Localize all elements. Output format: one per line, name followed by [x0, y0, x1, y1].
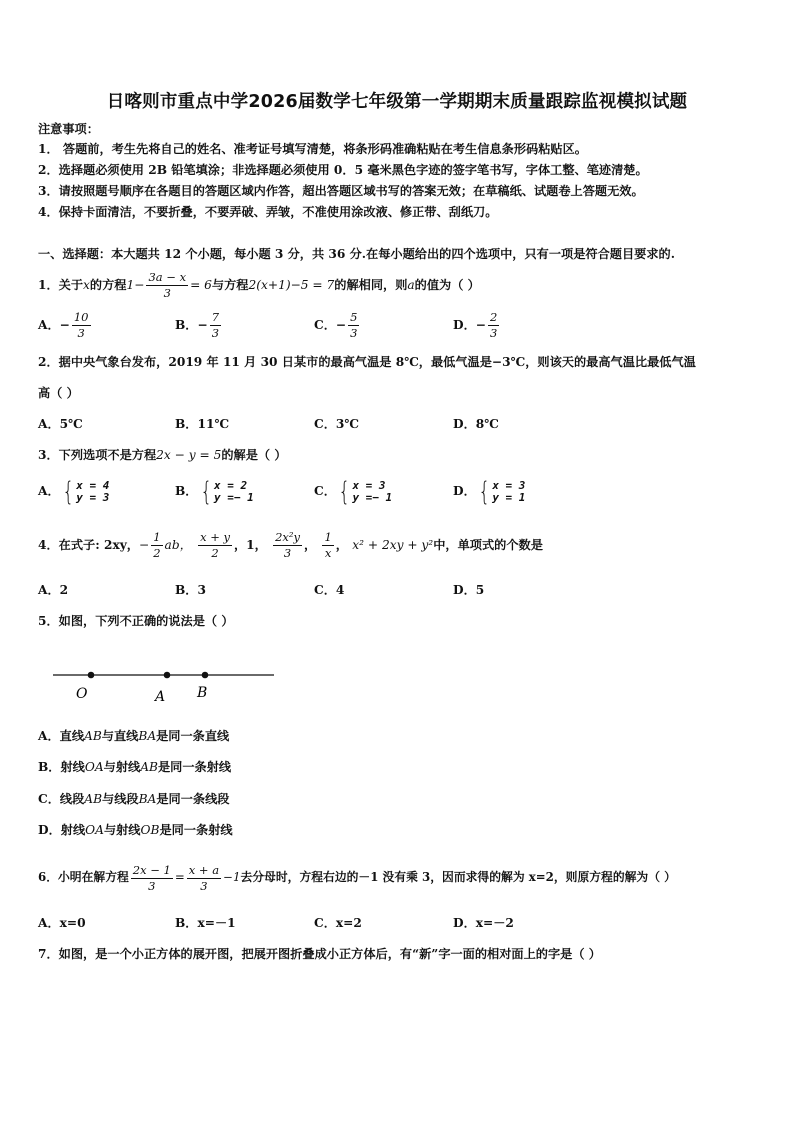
- option-math: AB: [84, 729, 102, 743]
- question-4: [38, 528, 543, 562]
- fraction-denominator: 3: [211, 326, 220, 340]
- fraction-numerator: 1: [324, 530, 332, 544]
- q4-text: 中，单项式的个数是: [433, 538, 543, 552]
- option-label: A．−: [38, 318, 70, 332]
- page-title: 日喀则市重点中学2026届数学七年级第一学期期末质量跟踪监视模拟试题: [106, 92, 688, 112]
- q6-text: 去分母时，方程右边的－1 没有乘 3，因而求得的解为 x=2，则原方程的解为（ ）: [240, 870, 676, 884]
- q1-text: 的解相同，则: [334, 278, 408, 292]
- option-fraction: [72, 310, 91, 341]
- q1-math: = 6: [190, 278, 212, 292]
- brace-icon: {: [199, 476, 212, 507]
- q4-fraction: [151, 530, 162, 561]
- system-row: y = 1: [492, 490, 526, 504]
- fraction-denominator: 2: [153, 546, 161, 560]
- point-o: [88, 672, 95, 679]
- option-math: OA: [85, 823, 104, 837]
- option-fraction: [348, 310, 359, 341]
- section-heading: 一、选择题：本大题共 12 个小题，每小题 3 分，共 36 分.在每小题给出的四个选项中，只有一项是符合题目要求的.: [38, 247, 675, 261]
- system-row: y =− 1: [214, 490, 254, 504]
- fraction-denominator: 2: [211, 546, 219, 560]
- question-7: 7．如图，是一个小正方体的展开图，把展开图折叠成小正方体后，有“新”字一面的相对面上的字是（ ）: [38, 947, 601, 961]
- q4-fraction: [273, 530, 302, 561]
- fraction-numerator: 1: [153, 530, 161, 544]
- brace-icon: {: [338, 476, 350, 507]
- q6-option-a: A．x=0: [38, 916, 86, 930]
- fraction-denominator: 3: [77, 326, 85, 340]
- notice-item: 1． 答题前，考生先将自己的姓名、准考证号填写清楚，将条形码准确粘贴在考生信息条形码粘贴区。: [38, 142, 587, 156]
- system-row: y =− 1: [352, 490, 393, 504]
- option-label: D．−: [453, 318, 486, 332]
- system-row: y = 3: [76, 490, 110, 504]
- option-text: 与射线: [103, 823, 141, 837]
- option-text: 与直线: [101, 729, 139, 743]
- q5-option-b: [38, 758, 231, 776]
- q6-option-b: B．x=－1: [175, 916, 236, 930]
- fraction-numerator: 2: [489, 310, 498, 324]
- notice-item: 4．保持卡面清洁，不要折叠，不要弄破、弄皱，不准使用涂改液、修正带、刮纸刀。: [38, 205, 498, 219]
- system-row: x = 2: [214, 478, 248, 492]
- option-text: D．射线: [38, 823, 86, 837]
- option-text: 与线段: [102, 792, 139, 806]
- fraction-denominator: 3: [148, 878, 156, 893]
- point-b: [202, 672, 209, 679]
- q3-text: 3．下列选项不是方程: [38, 448, 157, 462]
- q4-option-b: B．3: [175, 583, 206, 597]
- equation-system: [476, 476, 526, 507]
- label-b: B: [197, 685, 208, 701]
- question-5: 5．如图，下列不正确的说法是（ ）: [38, 614, 234, 628]
- option-label: C．−: [314, 318, 347, 332]
- fraction-numerator: 2x − 1: [132, 862, 171, 877]
- q6-option-d: D．x=－2: [453, 916, 514, 930]
- q2-option-d: D．8℃: [453, 417, 499, 431]
- q6-math: =: [174, 870, 185, 884]
- q6-fraction: [131, 863, 173, 894]
- system-row: x = 3: [352, 478, 386, 492]
- option-label: C．: [314, 484, 336, 498]
- notice-item: 2．选择题必须使用 2B 铅笔填涂；非选择题必须使用 0．5 毫米黑色字迹的签字笔书写，字体工整、笔迹清楚。: [38, 163, 648, 177]
- q2-option-c: C．3℃: [314, 417, 359, 431]
- q3-option-d: [453, 477, 525, 505]
- fraction-numerator: 10: [73, 310, 89, 324]
- option-text: B．射线: [38, 760, 85, 774]
- option-text: 是同一条线段: [156, 792, 230, 806]
- q1-option-a: [38, 310, 93, 341]
- option-math: BA: [138, 729, 157, 743]
- option-label: A．: [38, 484, 60, 498]
- fraction-numerator: 7: [211, 310, 220, 324]
- system-row: x = 3: [492, 478, 526, 492]
- system-row: x = 4: [76, 478, 110, 492]
- question-1: [38, 270, 480, 301]
- q1-math: 2(x+1)−5 = 7: [248, 278, 335, 292]
- brace-icon: {: [478, 476, 490, 507]
- question-2: 2．据中央气象台发布，2019 年 11 月 30 日某市的最高气温是 8℃，最低气温是−3℃，则该天的最高气温比最低气温: [38, 355, 696, 369]
- question-3: [38, 446, 287, 464]
- notice-heading: 注意事项：: [38, 122, 99, 136]
- q1-text: 与方程: [211, 278, 249, 292]
- option-fraction: [488, 310, 499, 341]
- option-text: 与射线: [103, 760, 141, 774]
- q5-option-d: [38, 821, 233, 839]
- fraction-denominator: x: [324, 546, 332, 560]
- q4-option-a: A．2: [38, 583, 69, 597]
- q4-math: −: [139, 538, 150, 552]
- q5-option-c: [38, 790, 229, 808]
- option-math: BA: [138, 792, 157, 806]
- q4-text: ，: [304, 538, 317, 552]
- option-text: 是同一条直线: [156, 729, 230, 743]
- fraction-denominator: 3: [350, 326, 358, 340]
- fraction-denominator: 3: [489, 326, 498, 340]
- q1-var: x: [83, 278, 90, 292]
- fraction-numerator: x + y: [200, 530, 230, 544]
- fraction-numerator: 2x²y: [275, 530, 301, 544]
- option-label: B．: [175, 484, 198, 498]
- fraction-denominator: 3: [163, 286, 171, 300]
- fraction-denominator: 3: [200, 878, 208, 893]
- q2-option-a: A．5℃: [38, 417, 83, 431]
- option-text: 是同一条射线: [159, 823, 233, 837]
- q4-math: x² + 2xy + y²: [352, 538, 434, 552]
- q4-fraction: [322, 530, 333, 561]
- point-a: [164, 672, 171, 679]
- q1-text: 1．关于: [38, 278, 84, 292]
- equation-system: [60, 476, 110, 507]
- q3-option-a: [38, 477, 109, 505]
- q1-fraction: [146, 270, 188, 301]
- equation-system: [198, 476, 254, 507]
- q5-option-a: [38, 727, 229, 745]
- q4-option-d: D．5: [453, 583, 485, 597]
- q3-math: 2x − y = 5: [156, 448, 222, 462]
- fraction-numerator: x + a: [188, 862, 220, 877]
- option-fraction: [210, 310, 221, 341]
- option-text: 是同一条射线: [158, 760, 232, 774]
- label-a: A: [155, 689, 166, 705]
- q2-option-b: B．11℃: [175, 417, 230, 431]
- q4-text: ，: [335, 538, 348, 552]
- q3-option-c: [314, 477, 392, 505]
- q3-text: 的解是（ ）: [221, 448, 287, 462]
- q4-math: ab，: [164, 538, 192, 552]
- option-math: AB: [84, 792, 103, 806]
- option-math: AB: [140, 760, 158, 774]
- brace-icon: {: [62, 476, 74, 507]
- equation-system: [336, 476, 393, 507]
- fraction-numerator: 3a − x: [148, 270, 187, 284]
- q4-fraction: [198, 530, 232, 561]
- notice-item: 3．请按照题号顺序在各题目的答题区域内作答，超出答题区域书写的答案无效；在草稿纸、试题卷上答题无效。: [38, 184, 644, 198]
- q1-option-d: [453, 310, 501, 341]
- q3-option-b: [175, 477, 254, 505]
- q6-text: 6．小明在解方程: [38, 870, 129, 884]
- q6-math: −1: [223, 870, 241, 884]
- option-label: B．−: [175, 318, 208, 332]
- q1-math: 1−: [126, 278, 145, 292]
- fraction-denominator: 3: [283, 546, 292, 560]
- question-2-cont: 高（ ）: [38, 386, 79, 400]
- option-math: OB: [140, 823, 160, 837]
- fraction-numerator: 5: [350, 310, 358, 324]
- q4-text: ，1，: [234, 538, 267, 552]
- line-figure: [50, 660, 280, 708]
- q6-option-c: C．x=2: [314, 916, 362, 930]
- q4-text: 4．在式子: 2xy，: [38, 538, 139, 552]
- q1-text: 的值为（ ）: [414, 278, 480, 292]
- label-o: O: [76, 686, 88, 702]
- option-text: C．线段: [38, 792, 85, 806]
- q1-option-b: [175, 310, 223, 341]
- option-label: D．: [453, 484, 476, 498]
- option-math: OA: [84, 760, 104, 774]
- question-6: [38, 860, 676, 894]
- q1-var: a: [407, 278, 415, 292]
- q1-text: 的方程: [89, 278, 127, 292]
- q4-option-c: C．4: [314, 583, 345, 597]
- q6-fraction: [187, 863, 221, 894]
- option-text: A．直线: [38, 729, 85, 743]
- q1-option-c: [314, 310, 361, 341]
